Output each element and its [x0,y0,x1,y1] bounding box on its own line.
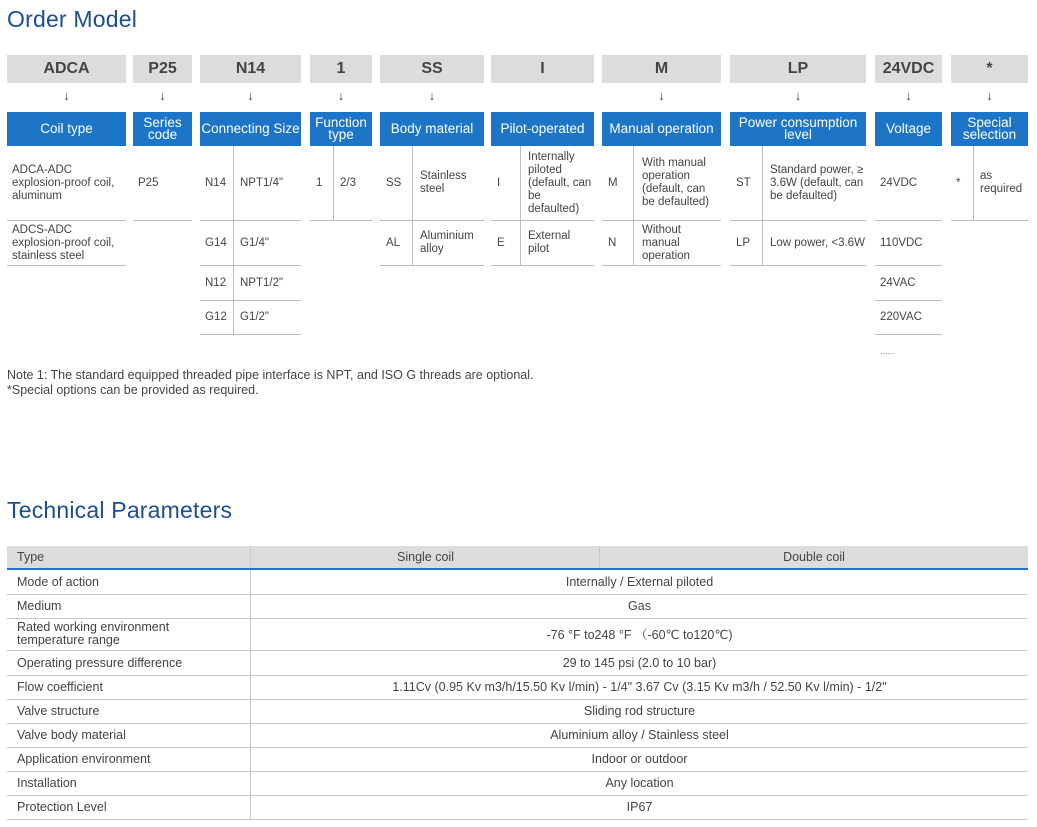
note-2: *Special options can be provided as required. [7,383,259,397]
header-manual-operation: Manual operation [602,112,721,146]
note-1: Note 1: The standard equipped threaded pipe interface is NPT, and ISO G threads are optional. [7,368,534,382]
down-arrow-icon: ↓ [658,88,665,103]
tech-row-label: Medium [17,598,62,613]
voltage-option: 24VAC [880,276,916,289]
tech-row-label: Mode of action [17,574,99,589]
tech-row-label: Valve structure [17,703,100,718]
table-row [7,699,1028,724]
tech-row-value: Internally / External piloted [565,575,714,589]
header-body-material: Body material [380,112,484,146]
pilot-desc: Internally piloted (default, can be defaulted) [528,150,592,215]
special-desc: as required [980,170,1023,195]
tech-row-value: Aluminium alloy / Stainless steel [550,728,729,742]
voltage-option: 220VAC [880,310,922,323]
code-body-material: SS [380,55,484,83]
table-row [7,594,1028,619]
code-voltage: 24VDC [875,55,942,83]
connecting-size-code: N14 [205,176,227,189]
voltage-option: 110VDC [880,236,923,249]
down-arrow-icon: ↓ [337,88,345,103]
power-desc: Low power, <3.6W [770,236,865,249]
tech-header-double: Double coil [783,550,845,564]
connecting-size-desc: G1/4" [240,236,270,249]
body-material-code: SS [386,176,402,189]
down-arrow-icon: ↓ [905,88,912,103]
power-code: LP [736,236,751,249]
tech-table-header [7,546,1028,570]
tech-row-value: Any location [605,776,674,790]
tech-row-value: Indoor or outdoor [591,752,688,766]
coil-type-option: ADCS-ADC explosion-proof coil, stainless steel [12,223,115,262]
tech-row-label: Application environment [17,751,151,766]
tech-row-label: Installation [17,775,77,790]
power-desc: Standard power, ≥ 3.6W (default, can be defaulted) [770,163,864,202]
table-row [7,771,1028,796]
body-material-desc: Aluminium alloy [420,230,474,255]
table-row [7,747,1028,772]
connecting-size-code: N12 [205,276,227,289]
pilot-code: E [497,236,505,249]
code-coil-type: ADCA [7,55,126,83]
manual-desc: Without manual operation [642,223,690,262]
tech-row-value: -76 °F to248 °F （-60℃ to120℃) [546,628,733,642]
order-model-title: Order Model [7,6,138,32]
down-arrow-icon: ↓ [63,88,70,103]
header-power-level: Power consumption level [730,112,866,146]
header-function-type: Function type [310,112,372,146]
connecting-size-code: G14 [205,236,227,249]
tech-row-value: 29 to 145 psi (2.0 to 10 bar) [562,656,717,670]
coil-type-option: ADCA-ADC explosion-proof coil, aluminum [12,163,115,202]
tech-header-type: Type [17,549,45,564]
tech-row-value: Gas [628,599,651,613]
code-power: LP [730,55,866,83]
pilot-desc: External pilot [528,230,571,255]
manual-code: N [608,236,617,249]
tech-row-value: IP67 [626,800,653,814]
down-arrow-icon: ↓ [428,88,436,103]
voltage-option: 24VDC [880,176,918,189]
body-material-code: AL [386,236,401,249]
down-arrow-icon: ↓ [159,88,166,103]
code-connecting-size: N14 [200,55,301,83]
table-row [7,723,1028,748]
connecting-size-code: G12 [205,310,227,323]
function-type-code: 1 [316,176,323,189]
header-special-selection: Special selection [951,112,1028,146]
series-code-option: P25 [138,176,159,189]
power-code: ST [736,176,751,189]
table-row [7,795,1028,820]
table-row [7,570,1028,595]
tech-row-label: Flow coefficient [17,679,103,694]
code-function-type: 1 [310,55,372,83]
code-pilot: I [491,55,594,83]
table-row [7,675,1028,700]
tech-row-label: Operating pressure difference [17,655,183,670]
special-code: * [956,176,961,189]
tech-row-label: Rated working environment temperature range [17,620,170,647]
body-material-desc: Stainless steel [420,170,467,195]
down-arrow-icon: ↓ [986,88,993,103]
connecting-size-desc: G1/2" [240,310,270,323]
tech-row-label: Valve body material [17,727,126,742]
pilot-code: I [497,176,501,189]
manual-code: M [608,176,618,189]
connecting-size-desc: NPT1/2" [240,276,284,289]
code-special: * [951,55,1028,83]
tech-row-label: Protection Level [17,799,107,814]
tech-row-value: 1.11Cv (0.95 Kv m3/h/15.50 Kv l/min) - 1/4" 3.67 Cv (3.15 Kv m3/h / 52.50 Kv l/min) - 1/2" [392,680,887,694]
voltage-option-more: ...... [880,345,896,356]
header-pilot-operated: Pilot-operated [491,112,594,146]
header-connecting-size: Connecting Size [200,112,301,146]
header-coil-type: Coil type [7,112,126,146]
table-row [7,618,1028,651]
code-series: P25 [133,55,192,83]
tech-row-value: Sliding rod structure [583,704,696,718]
connecting-size-desc: NPT1/4" [240,176,284,189]
technical-parameters-title: Technical Parameters [7,497,233,523]
header-series-code: Series code [133,112,192,146]
table-row [7,651,1028,676]
function-type-desc: 2/3 [340,176,356,189]
header-voltage: Voltage [875,112,942,146]
down-arrow-icon: ↓ [247,88,254,103]
code-manual: M [602,55,721,83]
tech-header-single: Single coil [397,550,454,564]
manual-desc: With manual operation (default, can be defaulted) [642,157,710,208]
down-arrow-icon: ↓ [794,88,802,103]
